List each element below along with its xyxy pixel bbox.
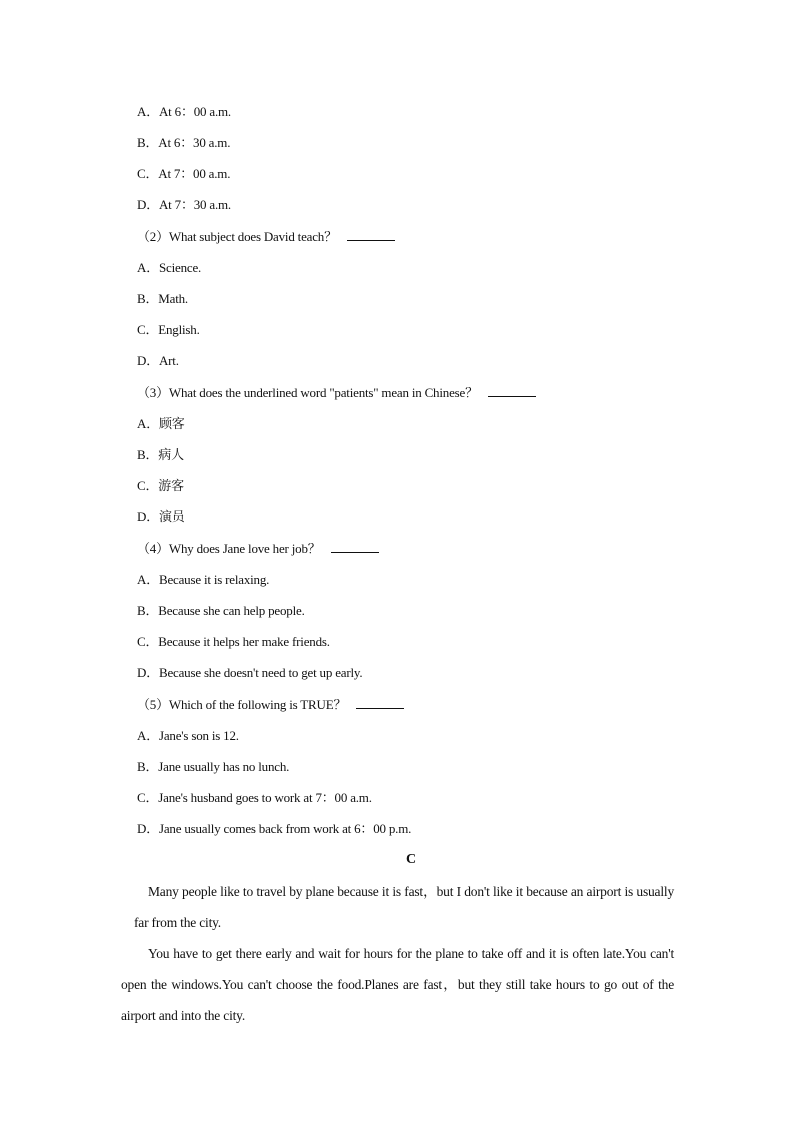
q5-question [137,697,404,713]
q2-answer-blank [347,229,395,241]
q2-question [137,229,395,245]
section-heading: C [405,852,417,867]
q3-answer-blank [488,385,536,397]
q4-answer-blank [331,541,379,553]
q4-option-d: D．Because she doesn't need to get up early. [137,665,363,680]
q4-question-text: （4）Why does Jane love her job？ [137,541,321,556]
q2-option-a: A．Science. [137,260,202,275]
passage-paragraph-1: Many people like to travel by plane because it is fast，but I don't like it because an airport is usually far from the city. [134,884,674,930]
q3-option-b: B．病人 [137,447,184,462]
q4-option-c: C．Because it helps her make friends. [137,634,330,649]
q2-option-b: B．Math. [137,291,188,306]
q2-question-text: （2）What subject does David teach？ [137,229,337,244]
q3-question [137,385,536,401]
q5-question-text: （5）Which of the following is TRUE？ [137,697,347,712]
q2-option-c: C．English. [137,322,200,337]
q5-option-b: B．Jane usually has no lunch. [137,759,290,774]
q3-option-d: D．演员 [137,509,185,524]
q4-option-b: B．Because she can help people. [137,603,305,618]
q5-option-a: A．Jane's son is 12. [137,728,239,743]
q1-option-d: D．At 7：30 a.m. [137,197,231,212]
q1-option-c: C．At 7：00 a.m. [137,166,231,181]
passage-paragraph-2: You have to get there early and wait for hours for the plane to take off and it is often late.You can't open the windows.You can't choose the food.Planes are fast，but they still take hours to go out of the airport and into the city. [121,946,674,1023]
q1-option-a: A．At 6：00 a.m. [137,104,231,119]
q4-option-a: A．Because it is relaxing. [137,572,270,587]
q5-answer-blank [356,697,404,709]
q3-option-c: C．游客 [137,478,184,493]
q5-option-c: C．Jane's husband goes to work at 7：00 a.m. [137,790,372,805]
q4-question [137,541,379,557]
q1-option-b: B．At 6：30 a.m. [137,135,231,150]
q5-option-d: D．Jane usually comes back from work at 6：00 p.m. [137,821,412,836]
q3-question-text: （3）What does the underlined word "patients" mean in Chinese？ [137,385,478,400]
q3-option-a: A．顾客 [137,416,185,431]
q2-option-d: D．Art. [137,353,179,368]
